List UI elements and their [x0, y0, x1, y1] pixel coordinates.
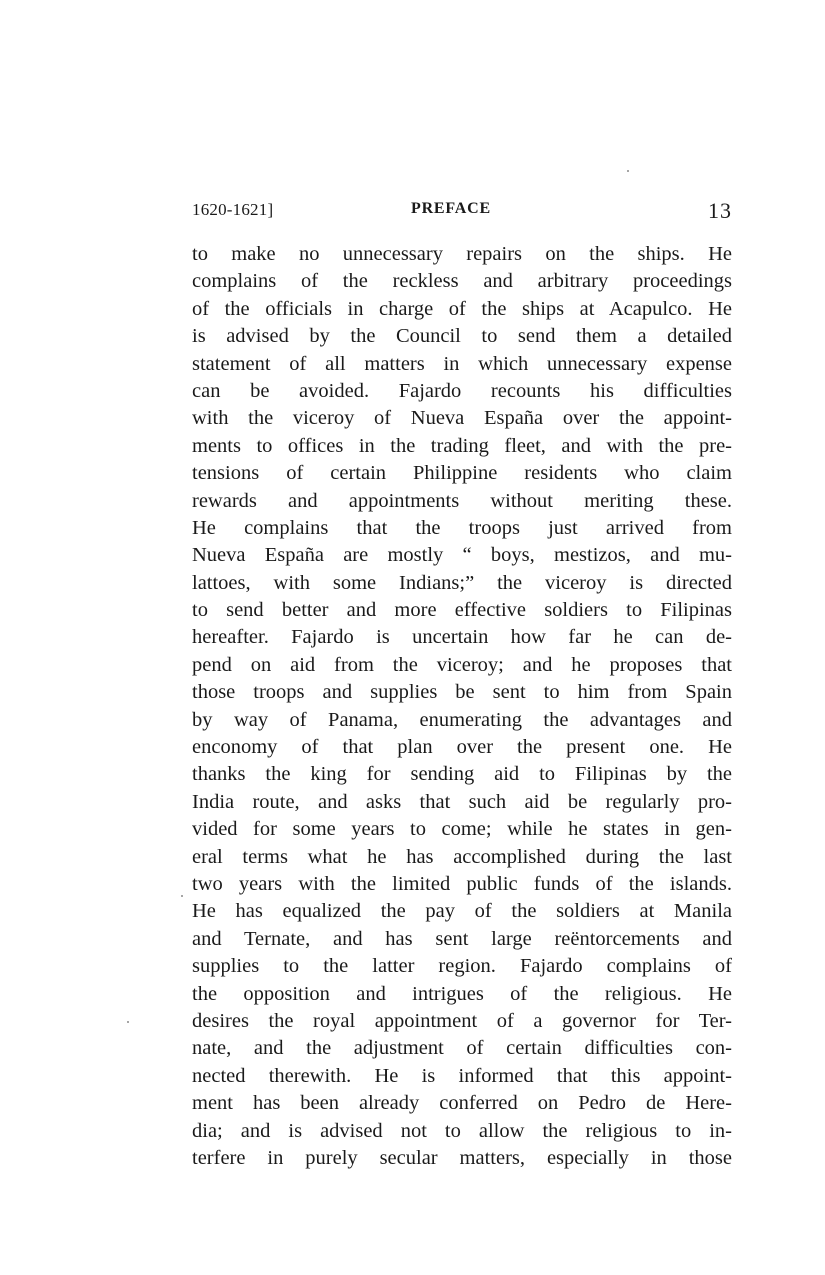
text-line: pend on aid from the viceroy; and he proposes that — [192, 653, 732, 676]
text-line: hereafter. Fajardo is uncertain how far he can de- — [192, 626, 732, 649]
text-line: complains of the reckless and arbitrary proceedings — [192, 270, 732, 293]
scan-speck — [127, 1021, 129, 1023]
text-line: terfere in purely secular matters, especially in those — [192, 1146, 732, 1169]
text-line: vided for some years to come; while he states in gen- — [192, 818, 732, 841]
text-line: nected therewith. He is informed that this appoint- — [192, 1064, 732, 1087]
text-line: to make no unnecessary repairs on the ships. He — [192, 243, 732, 265]
text-line: He has equalized the pay of the soldiers at Manila — [192, 900, 732, 923]
text-line: enconomy of that plan over the present one. He — [192, 736, 732, 759]
text-line: is advised by the Council to send them a detailed — [192, 325, 732, 348]
text-line: of the officials in charge of the ships at Acapulco. He — [192, 297, 732, 320]
text-line: desires the royal appointment of a governor for Ter- — [192, 1009, 732, 1032]
text-line: to send better and more effective soldiers to Filipinas — [192, 599, 732, 622]
page-number: 13 — [708, 198, 732, 223]
text-line: by way of Panama, enumerating the advantages and — [192, 708, 732, 731]
text-line: and Ternate, and has sent large reëntorcements and — [192, 927, 732, 950]
running-head-years: 1620-1621] — [192, 200, 274, 219]
running-head-title: PREFACE — [411, 200, 491, 217]
text-line: can be avoided. Fajardo recounts his difficulties — [192, 379, 732, 402]
text-line: with the viceroy of Nueva España over the appoint- — [192, 407, 732, 430]
scan-speck — [627, 170, 629, 172]
text-line: supplies to the latter region. Fajardo complains of — [192, 955, 732, 978]
text-line: statement of all matters in which unnecessary expense — [192, 352, 732, 375]
text-line: eral terms what he has accomplished during the last — [192, 845, 732, 868]
text-line: ment has been already conferred on Pedro de Here- — [192, 1092, 732, 1115]
scan-speck — [181, 895, 183, 897]
running-head — [192, 198, 732, 226]
text-line: rewards and appointments without meriting these. — [192, 489, 732, 512]
text-line: nate, and the adjustment of certain difficulties con- — [192, 1037, 732, 1060]
text-line: Nueva España are mostly “ boys, mestizos, and mu- — [192, 544, 732, 567]
text-line: tensions of certain Philippine residents who claim — [192, 462, 732, 485]
text-line: ments to offices in the trading fleet, and with the pre- — [192, 434, 732, 457]
text-line: He complains that the troops just arrived from — [192, 516, 732, 539]
text-line: dia; and is advised not to allow the religious to in- — [192, 1119, 732, 1142]
text-line: thanks the king for sending aid to Filipinas by the — [192, 763, 732, 786]
text-line: two years with the limited public funds of the islands. — [192, 872, 732, 895]
text-line: lattoes, with some Indians;” the viceroy is directed — [192, 571, 732, 594]
text-line: India route, and asks that such aid be regularly pro- — [192, 790, 732, 813]
text-line: the opposition and intrigues of the religious. He — [192, 982, 732, 1005]
text-line: those troops and supplies be sent to him from Spain — [192, 681, 732, 704]
body-text — [192, 241, 732, 1172]
